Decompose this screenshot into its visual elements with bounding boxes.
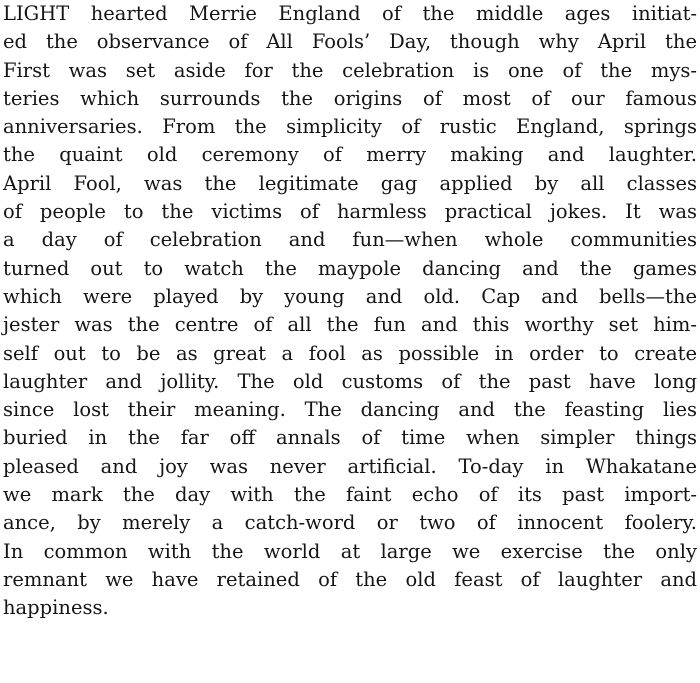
article-line: since lost their meaning. The dancing and the feasting lies (3, 398, 697, 422)
article-line: anniversaries. From the simplicity of rustic England, springs (3, 115, 697, 139)
article-line: which were played by young and old. Cap and bells—the (3, 284, 697, 308)
article-line: of people to the victims of harmless practical jokes. It was (3, 200, 697, 224)
article-line: happiness. (3, 596, 109, 620)
article-line: the quaint old ceremony of merry making and laughter. (3, 143, 697, 167)
article-line: ance, by merely a catch-word or two of innocent foolery. (3, 511, 697, 535)
article-line: turned out to watch the maypole dancing and the games (3, 256, 697, 280)
article-line: teries which surrounds the origins of most of our famous (3, 86, 697, 110)
article-line: buried in the far off annals of time when simpler things (3, 426, 697, 450)
article-line: laughter and jollity. The old customs of the past have long (3, 369, 697, 393)
article-line: jester was the centre of all the fun and this worthy set him- (3, 313, 697, 337)
article-line: remnant we have retained of the old feast of laughter and (3, 567, 697, 591)
article-text (3, 0, 697, 623)
article-line: self out to be as great a fool as possible in order to create (3, 341, 697, 365)
article-line: ed the observance of All Fools’ Day, though why April the (3, 30, 697, 54)
article-line: In common with the world at large we exercise the only (3, 539, 697, 563)
article-line: a day of celebration and fun—when whole communities (3, 228, 697, 252)
article-line: First was set aside for the celebration is one of the mys- (3, 58, 697, 82)
article-line: pleased and joy was never artificial. To-day in Whakatane (3, 454, 697, 478)
article-line: LIGHT hearted Merrie England of the middle ages initiat- (3, 2, 697, 25)
article-line: April Fool, was the legitimate gag applied by all classes (3, 171, 697, 195)
article-line: we mark the day with the faint echo of its past import- (3, 483, 697, 507)
